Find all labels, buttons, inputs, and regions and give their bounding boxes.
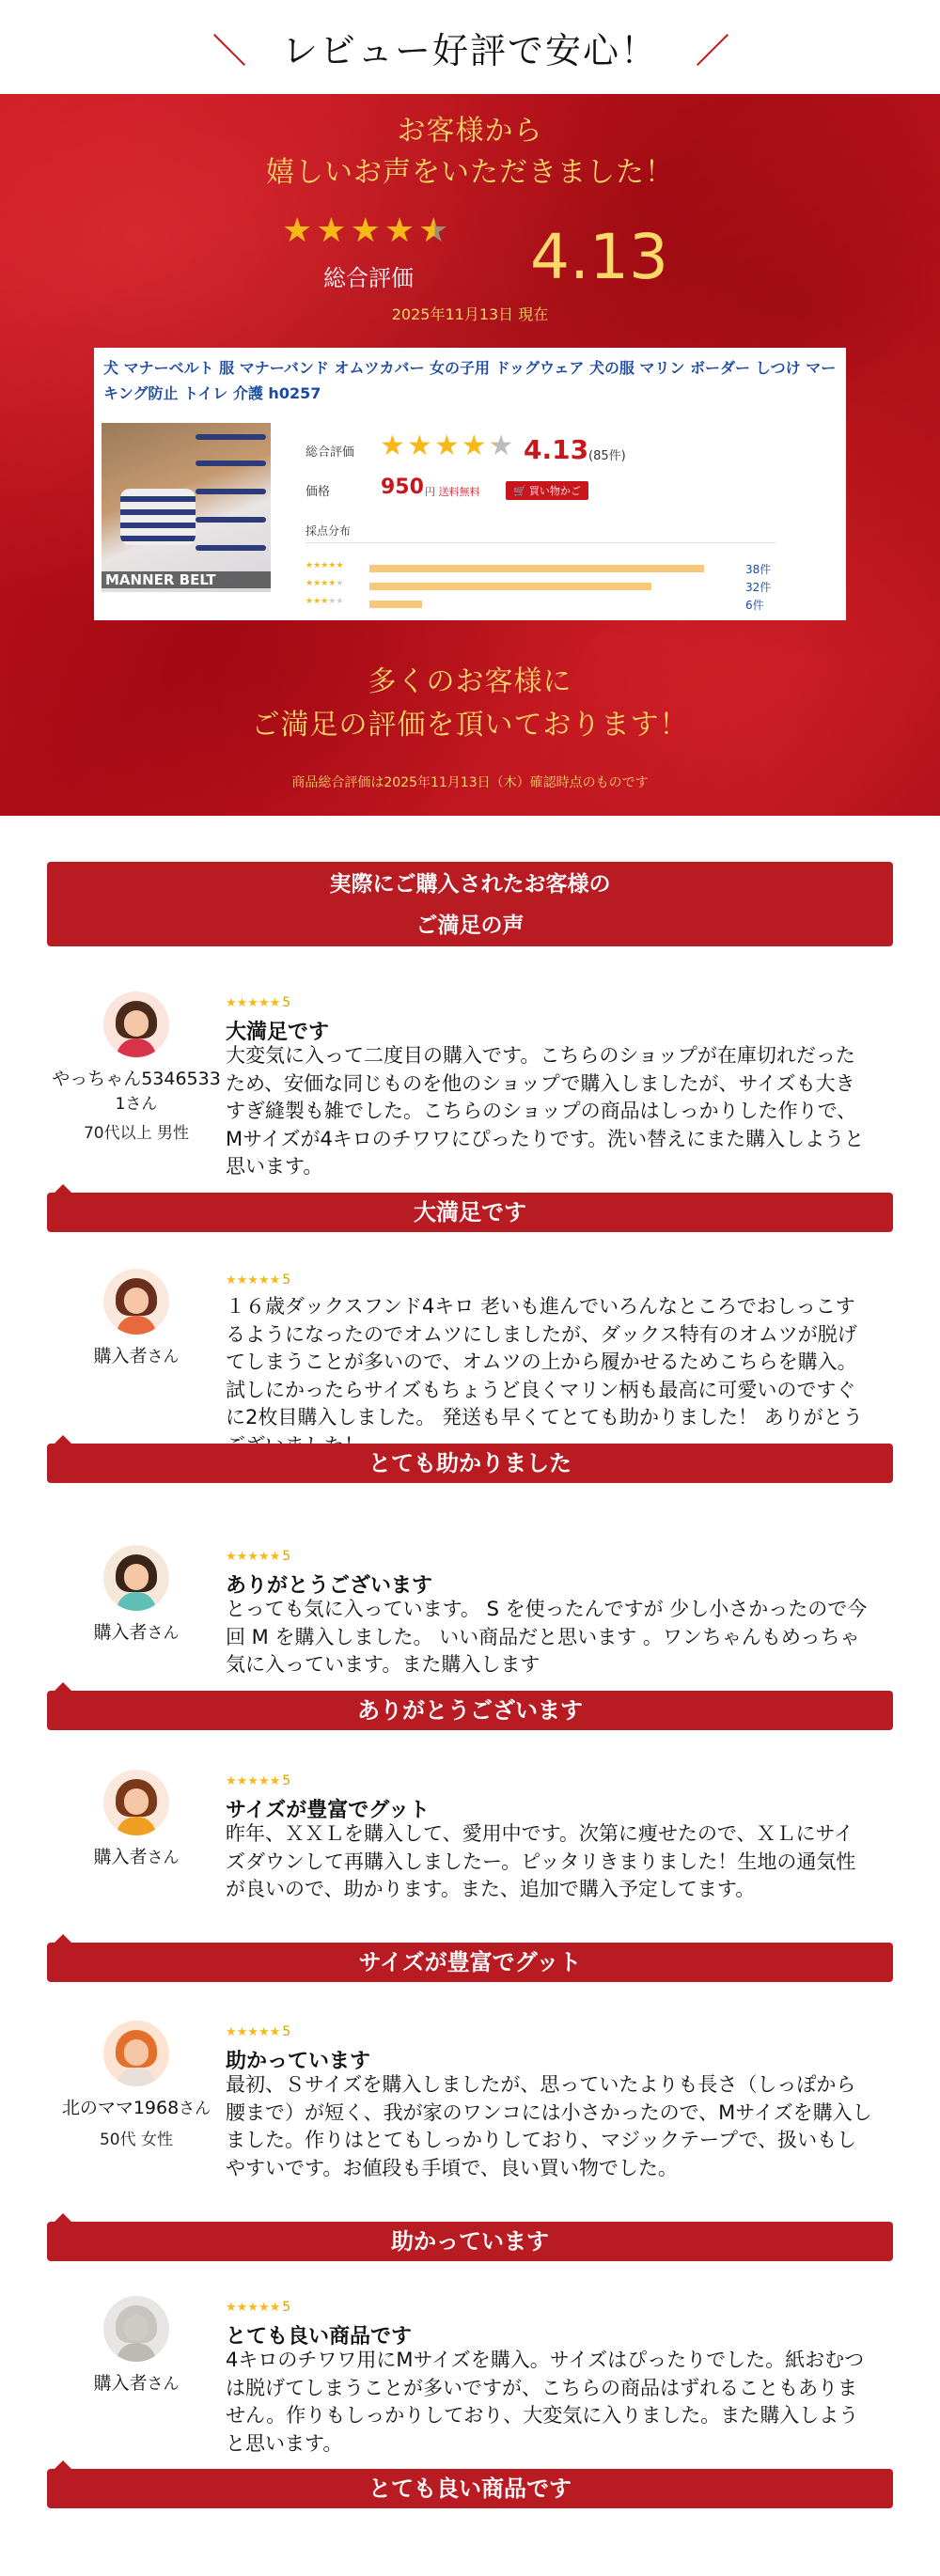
distribution-row	[306, 579, 790, 594]
review-item	[0, 1269, 940, 1532]
product-price-unit: 円 送料無料	[425, 486, 480, 498]
hero-line-1: お客様から	[397, 115, 543, 148]
reviewer-name	[38, 1620, 235, 1646]
product-review-count[interactable]: (85件)	[588, 449, 626, 463]
distribution-count[interactable]: 32件	[745, 581, 772, 594]
star-icon: ★★★★★	[226, 1273, 281, 1288]
avatar-body	[117, 1817, 156, 1835]
star-icon: ★★★★★	[226, 2301, 281, 2315]
distribution-stars-icon: ★★★★★	[306, 597, 344, 606]
review-title: とても良い商品です	[226, 2325, 413, 2349]
voice-banner-line-1: 実際にご購入されたお客様の	[329, 872, 611, 897]
product-card	[94, 348, 846, 620]
review-title: 助かっています	[226, 2050, 371, 2073]
overall-score: 4.13	[530, 221, 668, 293]
hero-line-4: ご満足の評価を頂いております！	[251, 709, 689, 742]
review-banner: ありがとうございます	[47, 1691, 893, 1730]
belt-stripe	[196, 434, 266, 440]
header-slash-right	[697, 34, 728, 66]
reviewer-avatar	[103, 1269, 169, 1335]
review-body: 大変気に入って二度目の購入です。こちらのショップが在庫切れだったため、安価な同じものを他のショップで購入しましたが、サイズも大きすぎ縫製も雑でした。こちらのショップの商品はしっかりした作りで、Mサイズが4キロのチワワにぴったりです。洗い替えにまた購入しようと思います。	[226, 1044, 865, 1178]
reviewer-name-text: 購入者	[93, 2373, 148, 2394]
review-banner: とても良い商品です	[47, 2469, 893, 2508]
distribution-row	[306, 561, 790, 576]
overall-rating-label: 総合評価	[323, 265, 414, 291]
star-icon: ★	[461, 429, 487, 462]
review-score: 5	[282, 2024, 291, 2039]
review-banner: 助かっています	[47, 2222, 893, 2261]
hero-line-3: 多くのお客様に	[368, 665, 572, 698]
review-score: 5	[282, 1272, 291, 1288]
star-icon: ★	[433, 429, 460, 462]
reviewer-name-text: 購入者	[93, 1346, 148, 1366]
distribution-count[interactable]: 6件	[745, 599, 764, 612]
product-stars	[380, 429, 514, 462]
reviewer-avatar	[103, 1545, 169, 1611]
distribution-bar-track	[369, 583, 722, 590]
distribution-bar	[369, 583, 651, 590]
avatar-body	[117, 2068, 156, 2086]
star-icon: ★	[380, 429, 405, 462]
reviewer-name	[38, 2371, 235, 2396]
distribution-row	[306, 597, 790, 612]
belt-stripe	[196, 489, 266, 494]
rating-date: 2025年11月13日 現在	[391, 305, 549, 323]
star-icon: ★★★★★	[226, 1550, 281, 1564]
review-banner: 大満足です	[47, 1193, 893, 1232]
avatar-face	[124, 2315, 149, 2341]
page-header	[0, 0, 940, 94]
reviewer-name-suffix: さん	[147, 1849, 180, 1867]
product-price: 950	[381, 476, 424, 499]
distribution-bar	[369, 565, 704, 572]
distribution-label: 採点分布	[306, 524, 352, 538]
avatar-body	[117, 1316, 156, 1335]
reviewer-name	[38, 1344, 235, 1369]
cart-icon: 🛒	[513, 484, 526, 497]
avatar-body	[117, 2343, 156, 2362]
rating-hero	[0, 94, 940, 816]
review-item	[0, 2296, 940, 2559]
reviewer-name	[38, 1845, 235, 1870]
reviewer-demographic: 50代 女性	[99, 2131, 174, 2149]
review-stars	[226, 1773, 290, 1788]
avatar-body	[117, 1038, 156, 1057]
review-banner: とても助かりました	[47, 1444, 893, 1483]
product-image-label: MANNER BELT	[102, 571, 271, 588]
add-to-cart-button[interactable]	[506, 481, 588, 500]
belt-illustration	[120, 489, 196, 545]
star-icon: ★★★★★	[226, 996, 281, 1010]
avatar-face	[124, 1564, 149, 1590]
reviewer-avatar	[103, 991, 169, 1057]
reviewer-name-text: やっちゃん5346533	[52, 1069, 221, 1089]
rating-note: 商品総合評価は2025年11月13日（木）確認時点のものです	[291, 775, 649, 790]
customer-voice-banner	[47, 862, 893, 946]
distribution-stars-icon: ★★★★★	[306, 579, 344, 588]
review-banner: サイズが豊富でグット	[47, 1943, 893, 1982]
reviewer-name-suffix: さん	[179, 2100, 212, 2118]
review-item	[0, 2021, 940, 2284]
reviewer-avatar	[103, 2021, 169, 2086]
reviewer-avatar	[103, 1770, 169, 1835]
review-score: 5	[282, 995, 291, 1010]
avatar-face	[124, 1288, 149, 1314]
belt-stripe	[196, 517, 266, 523]
reviewer-avatar	[103, 2296, 169, 2362]
reviewer-name	[38, 2096, 235, 2121]
review-stars	[226, 2300, 290, 2315]
product-rating-label: 総合評価	[306, 445, 355, 460]
review-body: １６歳ダックスフンド4キロ 老いも進んでいろんなところでおしっこするようになったのでオムツにしましたが、ダックス特有のオムツが脱げてしまうことが多いので、オムツの上から履かせるためこちらを購入。試しにかったらサイズもちょうど良くマリン柄も最高に可愛いのですぐに2枚目購入しました。 発送も早くてとても助かりました！ ありがとう	[226, 1295, 863, 1429]
review-stars	[226, 2024, 290, 2039]
distribution-bar-track	[369, 601, 722, 608]
distribution-bar-track	[369, 565, 722, 572]
hero-line-2: 嬉しいお声をいただきました！	[266, 156, 674, 189]
distribution-bar	[369, 601, 422, 608]
belt-stripe	[196, 461, 266, 466]
avatar-face	[124, 2039, 149, 2066]
review-title: 大満足です	[226, 1021, 330, 1044]
reviewer-name-suffix: さん	[147, 2375, 180, 2394]
belt-stripe	[196, 545, 266, 551]
review-score: 5	[282, 1773, 291, 1788]
reviewer-demographic: 70代以上 男性	[83, 1124, 190, 1143]
half-star-icon: ★	[418, 211, 449, 250]
reviewer-name-text: 北のママ1968	[61, 2098, 180, 2118]
star-icon: ★★★★★	[226, 1774, 281, 1788]
review-stars	[226, 1549, 290, 1564]
header-slash-left	[213, 34, 245, 66]
page-title: レビュー好評で安心！	[281, 29, 658, 71]
product-price-label: 価格	[306, 485, 331, 499]
review-score: 5	[282, 2300, 291, 2315]
reviewer-name	[38, 1067, 235, 1116]
star-icon: ★★★★★	[226, 2025, 281, 2039]
review-item	[0, 1770, 940, 2033]
review-stars	[226, 1272, 290, 1288]
star-icon: ★	[406, 429, 432, 462]
review-item	[0, 991, 940, 1255]
star-icon: ★	[282, 211, 313, 250]
reviewer-name-text: 購入者	[93, 1622, 148, 1643]
reviewer-name-text: 購入者	[93, 1847, 148, 1867]
review-body: とっても気に入っています。 S を使ったんですが 少し小さかったので今回 M を購入しました。 いい商品だと思います 。ワンちゃんもめっちゃ気に入っています。また購入します	[226, 1598, 868, 1676]
product-title-link[interactable]: 犬 マナーベルト 服 マナーバンド オムツカバー 女の子用 ドッグウェア 犬の服 マリン ボーダー しつけ マーキング防止 トイレ 介護 h0257	[103, 359, 837, 402]
distribution-count[interactable]: 38件	[745, 563, 772, 576]
product-image[interactable]	[102, 423, 271, 592]
review-body: 4キロのチワワ用にMサイズを購入。サイズはぴったりでした。紙おむつは脱げてしまうことが多いですが、こちらの商品はずれることもありません。作りもしっかりしており、大変気に入りました。また購入しようと思います。	[226, 2349, 865, 2455]
star-icon: ★	[350, 211, 381, 250]
avatar-body	[117, 1592, 156, 1611]
reviewer-name-suffix: 1さん	[115, 1095, 158, 1114]
avatar-face	[124, 1788, 149, 1815]
star-icon: ★	[384, 211, 415, 250]
review-body: 最初、Ｓサイズを購入しましたが、思っていたよりも長さ（しっぽから腰まで）が短く、我が家のワンコには小さかったので、Mサイズを購入しました。作りはとてもしっかりしており、マジックテープで、扱いもしやすいです。お値段も手頃で、良い買い物でした。	[226, 2073, 872, 2179]
add-to-cart-label: 買い物かご	[528, 485, 581, 497]
review-item	[0, 1545, 940, 1808]
review-title: ありがとうございます	[226, 1574, 433, 1598]
distribution-stars-icon: ★★★★★	[306, 561, 344, 570]
distribution-divider	[306, 542, 776, 543]
review-body: 昨年、ＸＸＬを購入して、愛用中です。次第に痩せたので、ＸＬにサイズダウンして再購入しましたー。ピッタリきまりました！生地の通気性が良いので、助かります。また、追加で購入予定してます。	[226, 1822, 856, 1900]
partial-star-icon: ★	[488, 429, 514, 462]
reviewer-name-suffix: さん	[147, 1624, 180, 1643]
review-score: 5	[282, 1549, 291, 1564]
voice-banner-line-2: ご満足の声	[415, 913, 525, 938]
reviewer-name-suffix: さん	[147, 1348, 180, 1366]
overall-stars	[282, 211, 449, 250]
review-title: サイズが豊富でグット	[226, 1799, 431, 1822]
avatar-face	[124, 1010, 149, 1037]
star-icon: ★	[316, 211, 347, 250]
review-stars	[226, 995, 290, 1010]
product-rating-score: 4.13	[524, 434, 589, 465]
